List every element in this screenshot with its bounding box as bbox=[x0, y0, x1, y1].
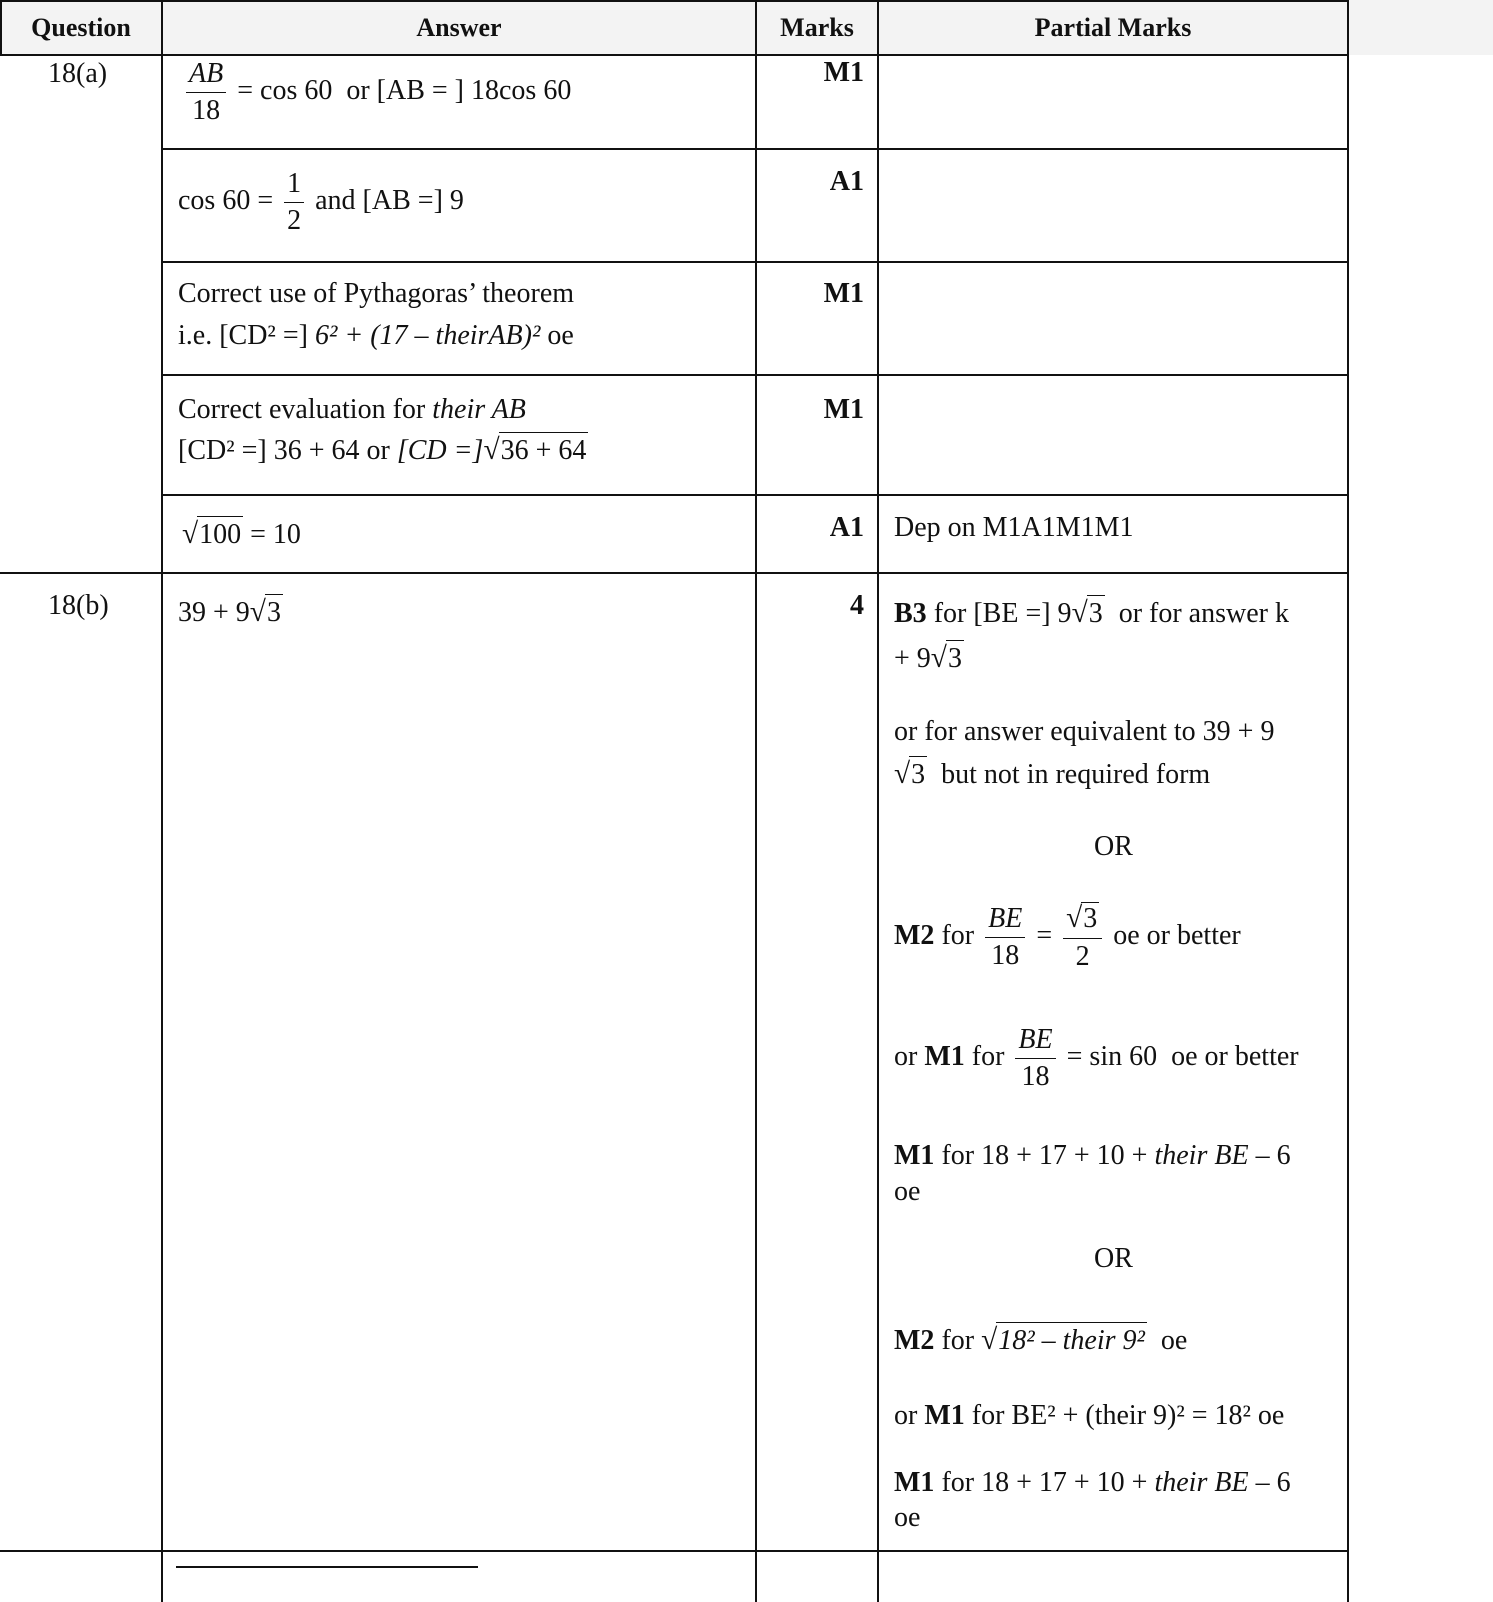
fraction bbox=[985, 903, 1025, 972]
radicand: 3 bbox=[265, 594, 283, 631]
partial-text: for 18 + 17 + 10 + bbox=[941, 1140, 1148, 1171]
answer-text: [CD =] bbox=[396, 435, 484, 466]
square-root: √ 100 bbox=[182, 516, 243, 553]
partial-m1-sine bbox=[894, 1024, 1299, 1093]
answer-text: = cos 60 bbox=[237, 75, 333, 107]
grid-line bbox=[0, 0, 2, 55]
radicand: 3 bbox=[1087, 595, 1105, 632]
partial-text: = sin 60 bbox=[1066, 1041, 1158, 1073]
partial-b3-line2 bbox=[894, 640, 964, 677]
mark-row-2: A1 bbox=[829, 166, 864, 197]
grid-line bbox=[0, 0, 1348, 2]
fraction bbox=[1063, 902, 1102, 973]
radicand: 100 bbox=[197, 516, 243, 553]
grid-line bbox=[162, 494, 1348, 496]
answer-18b bbox=[178, 594, 283, 631]
answer-row-5 bbox=[182, 516, 301, 553]
grid-line bbox=[1347, 0, 1349, 1602]
answer-text: 39 + 9 bbox=[178, 597, 250, 628]
answer-text: and [AB =] 9 bbox=[315, 185, 464, 217]
partial-text: or bbox=[894, 1400, 918, 1431]
mark-code: M2 bbox=[894, 919, 935, 951]
mark-row-1: M1 bbox=[823, 57, 864, 88]
denominator: 18 bbox=[1021, 1061, 1050, 1093]
square-root: √ 3 bbox=[1072, 595, 1105, 632]
partial-m1-pythagoras bbox=[894, 1398, 1284, 1434]
partial-text: their BE bbox=[1154, 1467, 1249, 1498]
numerator: BE bbox=[1015, 1024, 1055, 1059]
grid-line bbox=[176, 1566, 478, 1568]
partial-text: or for answer k bbox=[1118, 598, 1289, 629]
square-root: √ 3 bbox=[250, 594, 283, 631]
grid-line bbox=[162, 148, 1348, 150]
header-partial-marks: Partial Marks bbox=[1034, 12, 1192, 42]
partial-text: for bbox=[941, 919, 975, 951]
answer-text: their AB bbox=[432, 394, 526, 425]
numerator: 1 bbox=[284, 168, 304, 203]
answer-row-2 bbox=[178, 168, 464, 237]
partial-text: – 6 bbox=[1255, 1140, 1291, 1171]
answer-text: [CD² =] 36 + 64 or bbox=[178, 435, 390, 466]
partial-text: oe or better bbox=[1113, 919, 1241, 951]
partial-text: + 9 bbox=[894, 643, 931, 674]
answer-text: i.e. [CD² =] bbox=[178, 320, 308, 351]
partial-b3-line1 bbox=[894, 595, 1289, 632]
denominator: 18 bbox=[192, 95, 221, 127]
fraction bbox=[186, 58, 226, 127]
mark-row-4: M1 bbox=[823, 394, 864, 425]
fraction bbox=[1015, 1024, 1055, 1093]
header-answer: Answer bbox=[416, 12, 502, 42]
mark-18b: 4 bbox=[850, 590, 864, 621]
numerator: BE bbox=[985, 903, 1025, 938]
grid-line bbox=[162, 374, 1348, 376]
partial-text: for [BE =] 9 bbox=[933, 598, 1072, 629]
mark-code: M1 bbox=[924, 1041, 965, 1073]
answer-text: = 10 bbox=[250, 519, 301, 550]
equals-sign: = bbox=[1036, 919, 1053, 951]
partial-m2-pythagoras bbox=[894, 1322, 1187, 1359]
answer-row-3-line1: Correct use of Pythagoras’ theorem bbox=[178, 278, 575, 309]
partial-text: for bbox=[971, 1041, 1005, 1073]
radicand: 36 + 64 bbox=[499, 432, 589, 469]
partial-text: oe bbox=[1160, 1325, 1188, 1356]
denominator: 2 bbox=[287, 205, 302, 237]
partial-or-2: OR bbox=[1094, 1243, 1133, 1274]
denominator: 2 bbox=[1075, 940, 1090, 972]
header-question: Question bbox=[31, 12, 131, 42]
question-label-18b: 18(b) bbox=[48, 590, 109, 621]
mark-code: M1 bbox=[894, 1467, 935, 1498]
square-root: √ 36 + 64 bbox=[483, 432, 588, 469]
partial-text: for BE² + (their 9)² = 18² oe bbox=[971, 1400, 1285, 1431]
partial-equivalent-line1: or for answer equivalent to 39 + 9 bbox=[894, 716, 1275, 747]
partial-m1-perimeter-2 bbox=[894, 1465, 1291, 1501]
partial-row-5: Dep on M1A1M1M1 bbox=[894, 512, 1134, 543]
partial-m1-perimeter-1-oe: oe bbox=[894, 1176, 921, 1207]
grid-line bbox=[877, 0, 879, 1602]
answer-text: or [AB = ] 18cos 60 bbox=[346, 75, 572, 107]
partial-m1-perimeter-1 bbox=[894, 1138, 1291, 1174]
radicand: 18² – their 9² bbox=[996, 1322, 1147, 1359]
partial-text: their BE bbox=[1154, 1140, 1249, 1171]
partial-text: – 6 bbox=[1255, 1467, 1291, 1498]
square-root: √ 3 bbox=[894, 756, 927, 793]
answer-row-4-line1 bbox=[178, 392, 526, 428]
numerator: AB bbox=[186, 58, 226, 93]
partial-text: but not in required form bbox=[941, 759, 1211, 790]
numerator: √ 3 bbox=[1063, 902, 1102, 939]
fraction bbox=[284, 168, 304, 237]
partial-m2-sine bbox=[894, 902, 1241, 973]
answer-expression: 6² + (17 – theirAB)² bbox=[314, 320, 541, 351]
denominator: 18 bbox=[991, 940, 1020, 971]
mark-code: M1 bbox=[924, 1400, 965, 1431]
mark-code: M1 bbox=[894, 1140, 935, 1171]
header-marks: Marks bbox=[780, 12, 854, 42]
answer-text: cos 60 = bbox=[178, 185, 274, 217]
answer-row-4-line2 bbox=[178, 432, 588, 469]
grid-line bbox=[162, 261, 1348, 263]
answer-text: Correct evaluation for bbox=[178, 394, 426, 425]
answer-text: oe bbox=[547, 320, 574, 351]
question-label-18a: 18(a) bbox=[48, 58, 108, 89]
partial-or-1: OR bbox=[1094, 831, 1133, 862]
grid-line bbox=[0, 54, 1348, 56]
grid-line bbox=[0, 1550, 1349, 1552]
grid-line bbox=[0, 572, 1349, 574]
partial-equivalent-line2 bbox=[894, 756, 1210, 793]
radicand: 3 bbox=[909, 756, 927, 793]
mark-row-3: M1 bbox=[823, 278, 864, 309]
partial-text: for 18 + 17 + 10 + bbox=[941, 1467, 1148, 1498]
partial-text: oe or better bbox=[1171, 1041, 1299, 1073]
square-root: √ 18² – their 9² bbox=[981, 1322, 1147, 1359]
mark-row-5: A1 bbox=[829, 512, 864, 543]
answer-row-1 bbox=[182, 58, 571, 127]
partial-text: for bbox=[941, 1325, 975, 1356]
square-root: √ 3 bbox=[931, 640, 964, 677]
mark-code: B3 bbox=[894, 598, 927, 629]
partial-text: or bbox=[894, 1041, 918, 1073]
grid-line bbox=[161, 0, 163, 1602]
answer-row-3-line2 bbox=[178, 318, 574, 354]
grid-line bbox=[755, 0, 757, 1602]
radicand: 3 bbox=[1083, 903, 1098, 934]
mark-code: M2 bbox=[894, 1325, 935, 1356]
radicand: 3 bbox=[946, 640, 964, 677]
partial-m1-perimeter-2-oe: oe bbox=[894, 1502, 921, 1533]
